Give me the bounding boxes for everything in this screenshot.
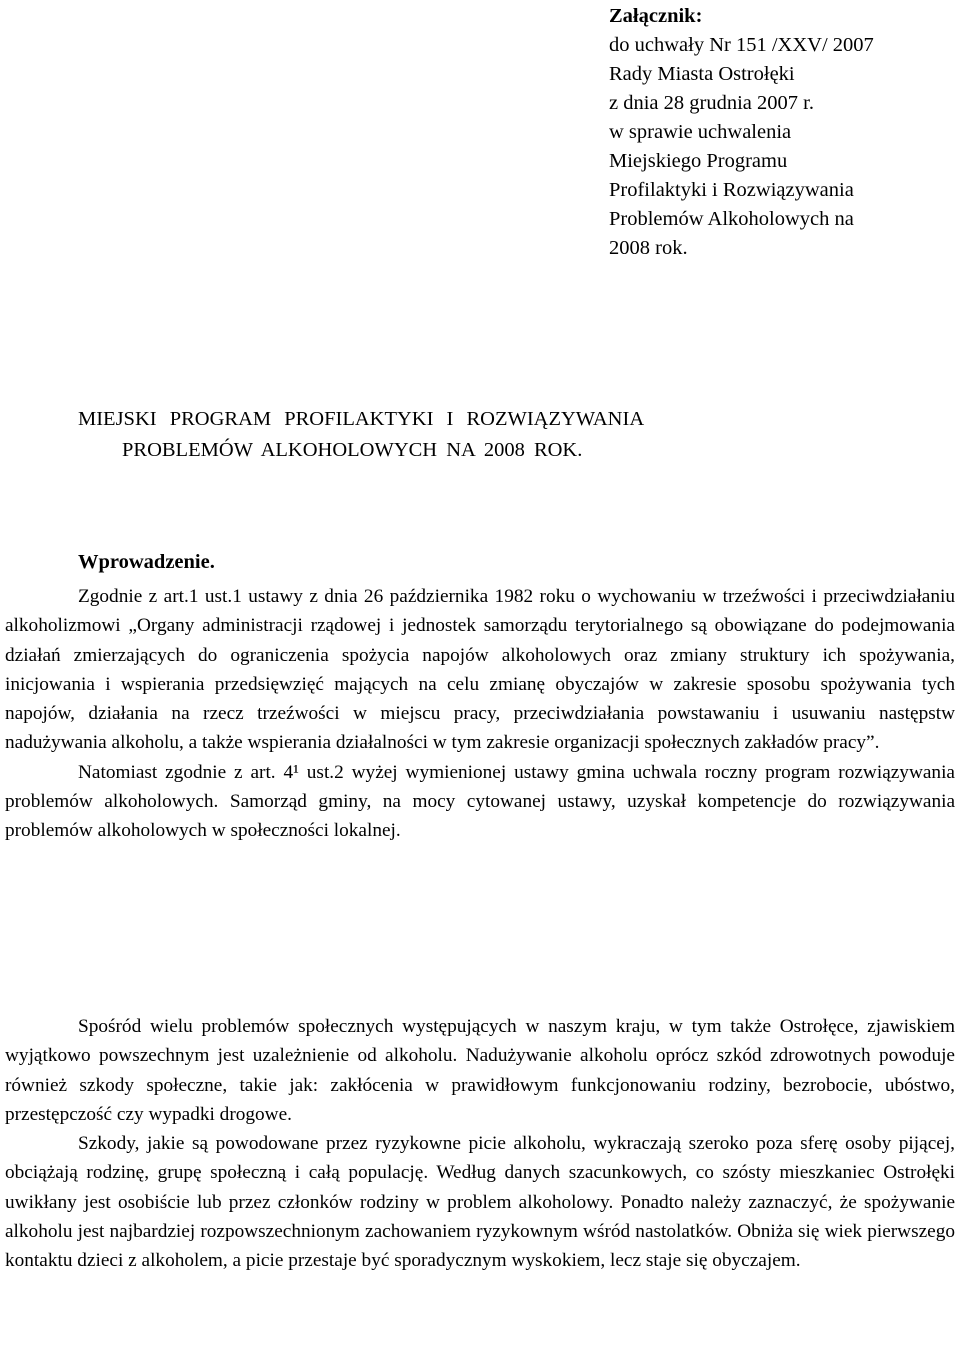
attachment-line: z dnia 28 grudnia 2007 r. — [609, 92, 814, 114]
section-heading: Wprowadzenie. — [78, 551, 215, 573]
attachment-line: Rady Miasta Ostrołęki — [609, 63, 795, 85]
attachment-line: Profilaktyki i Rozwiązywania — [609, 179, 854, 201]
attachment-line: Miejskiego Programu — [609, 150, 788, 172]
title-line-2: PROBLEMÓW ALKOHOLOWYCH NA 2008 ROK. — [122, 439, 583, 461]
paragraph: Natomiast zgodnie z art. 4¹ ust.2 wyżej wymienionej ustawy gmina uchwala roczny program rozwiązywania problemów alkoholowych. Samorząd gminy, na mocy cytowanej ustawy, uzyskał kompetencje do rozwiązywania problemów alkoholowych w społeczności lokalnej. — [5, 761, 955, 842]
document-title — [78, 404, 878, 466]
attachment-label: Załącznik: — [609, 5, 703, 27]
paragraph: Szkody, jakie są powodowane przez ryzykowne picie alkoholu, wykraczają szeroko poza sferę osoby pijącej, obciążają rodzinę, grupę społeczną i całą populację. Według danych szacunkowych, co szósty mieszkaniec Ostrołęki uwikłany jest osobiście lub przez członków rodziny w problem alkoholowy. Ponadto należy zaznaczyć, że spożywanie alkoholu jest najbardziej rozpowszechnionym zachowaniem ryzykownym wśród nastolatków. Obniża się wiek pierwszego kontaktu dzieci z alkoholem, a picie przestaje być sporadycznym wyskokiem, lecz staje się obyczajem. — [5, 1133, 955, 1272]
attachment-line: do uchwały Nr 151 /XXV/ 2007 — [609, 34, 874, 56]
attachment-line: Problemów Alkoholowych na — [609, 208, 854, 230]
paragraph: Zgodnie z art.1 ust.1 ustawy z dnia 26 października 1982 roku o wychowaniu w trzeźwości i przeciwdziałaniu alkoholizmowi „Organy administracji rządowej i jednostek samorządu terytorialnego są obowiązane do podejmowania działań zmierzających do ograniczenia spożycia napojów alkoholowych oraz zmiany struktury ich spożywania, inicjowania i wspierania przedsięwzięć mających na celu zmianę obyczajów w zakresie sposobu spożywania tych napojów, działania na rzecz trzeźwości w miejscu pracy, przeciwdziałania powstawaniu i usuwaniu następstw nadużywania alkoholu, a także wspierania działalności w tym zakresie organizacji społecznych zakładów pracy”. — [5, 586, 955, 754]
paragraph: Spośród wielu problemów społecznych występujących w naszym kraju, w tym także Ostrołęce, zjawiskiem wyjątkowo powszechnym jest uzależnienie od alkoholu. Nadużywanie alkoholu oprócz szkód zdrowotnych powoduje również szkody społeczne, takie jak: zakłócenia w prawidłowym funkcjonowaniu rodziny, bezrobocie, ubóstwo, przestępczość czy wypadki drogowe. — [5, 1016, 955, 1125]
attachment-line: 2008 rok. — [609, 237, 688, 259]
attachment-line: w sprawie uchwalenia — [609, 121, 792, 143]
intro-block — [5, 582, 955, 846]
attachment-header — [609, 2, 949, 263]
title-line-1: MIEJSKI PROGRAM PROFILAKTYKI I ROZWIĄZYWANIA — [78, 408, 645, 430]
problem-block — [5, 1012, 955, 1276]
